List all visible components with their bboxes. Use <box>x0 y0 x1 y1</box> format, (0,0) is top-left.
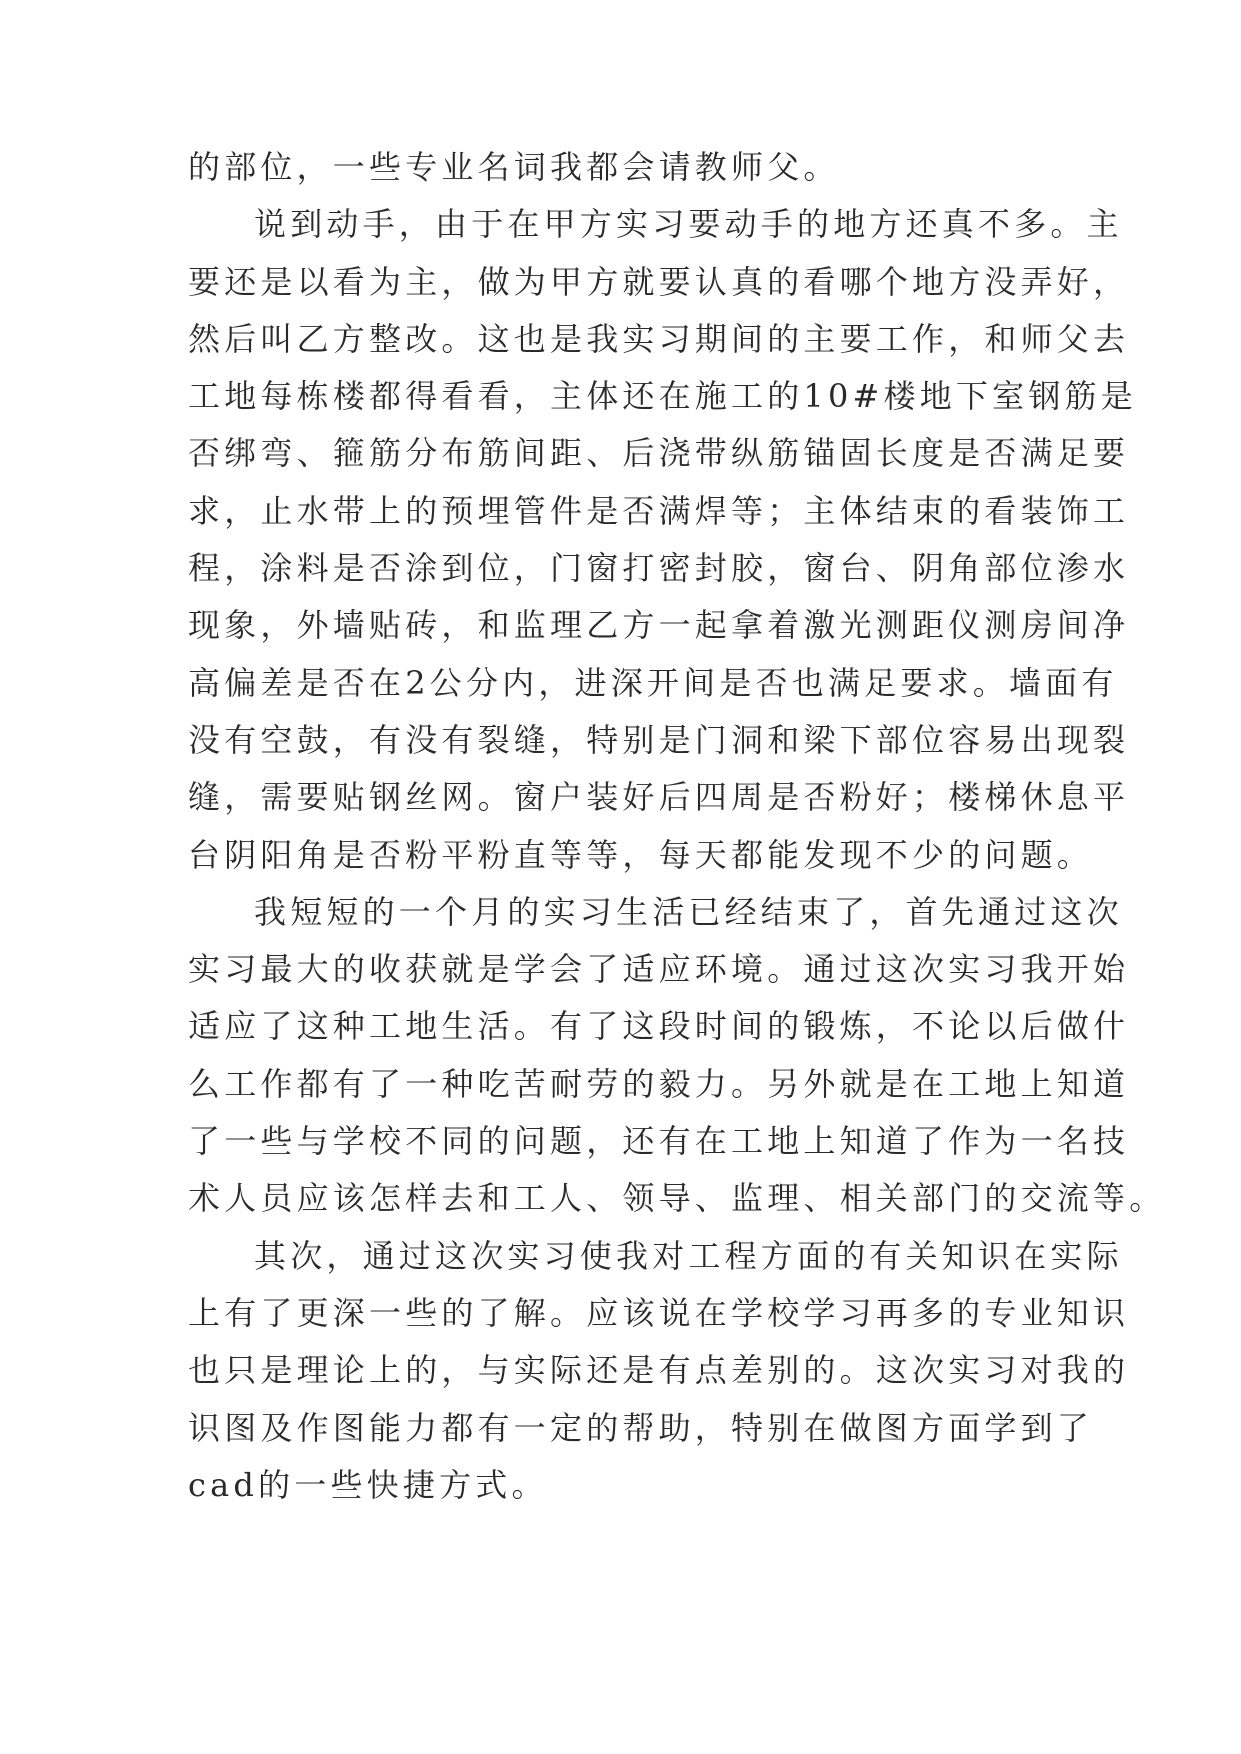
text-line: 术人员应该怎样去和工人、领导、监理、相关部门的交流等。 <box>188 1179 1166 1218</box>
text-line: 实习最大的收获就是学会了适应环境。通过这次实习我开始 <box>188 950 1130 989</box>
text-line: 也只是理论上的，与实际还是有点差别的。这次实习对我的 <box>188 1351 1130 1390</box>
text-line: 要还是以看为主，做为甲方就要认真的看哪个地方没弄好， <box>188 262 1130 301</box>
paragraph-first-line: 我短短的一个月的实习生活已经结束了，首先通过这次 <box>254 892 1123 931</box>
text-line: 台阴阳角是否粉平粉直等等，每天都能发现不少的问题。 <box>188 835 1094 874</box>
text-line: 现象，外墙贴砖，和监理乙方一起拿着激光测距仪测房间净 <box>188 606 1130 645</box>
text-line: 缝，需要贴钢丝网。窗户装好后四周是否粉好；楼梯休息平 <box>188 778 1130 817</box>
text-line: 程，涂料是否涂到位，门窗打密封胶，窗台、阴角部位渗水 <box>188 549 1130 588</box>
paragraph-first-line: 其次，通过这次实习使我对工程方面的有关知识在实际 <box>254 1236 1123 1275</box>
text-line: 否绑弯、箍筋分布筋间距、后浇带纵筋锚固长度是否满足要 <box>188 434 1130 473</box>
document-body <box>188 139 1166 1514</box>
text-line: 工地每栋楼都得看看，主体还在施工的10#楼地下室钢筋是 <box>188 377 1137 416</box>
text-line: 上有了更深一些的了解。应该说在学校学习再多的专业知识 <box>188 1293 1130 1332</box>
text-line: cad的一些快捷方式。 <box>188 1465 548 1504</box>
text-line: 高偏差是否在2公分内，进深开间是否也满足要求。墙面有 <box>188 663 1118 702</box>
text-line: 的部位，一些专业名词我都会请教师父。 <box>188 148 840 186</box>
text-line: 求，止水带上的预埋管件是否满焊等；主体结束的看装饰工 <box>188 491 1130 530</box>
text-line: 没有空鼓，有没有裂缝，特别是门洞和梁下部位容易出现裂 <box>188 720 1130 759</box>
text-line: 识图及作图能力都有一定的帮助，特别在做图方面学到了 <box>188 1408 1094 1447</box>
text-line: 适应了这种工地生活。有了这段时间的锻炼，不论以后做什 <box>188 1007 1130 1046</box>
text-line: 么工作都有了一种吃苦耐劳的毅力。另外就是在工地上知道 <box>188 1064 1130 1103</box>
text-line: 然后叫乙方整改。这也是我实习期间的主要工作，和师父去 <box>188 319 1130 358</box>
text-line: 了一些与学校不同的问题，还有在工地上知道了作为一名技 <box>188 1122 1130 1161</box>
paragraph-first-line: 说到动手，由于在甲方实习要动手的地方还真不多。主 <box>254 205 1123 244</box>
